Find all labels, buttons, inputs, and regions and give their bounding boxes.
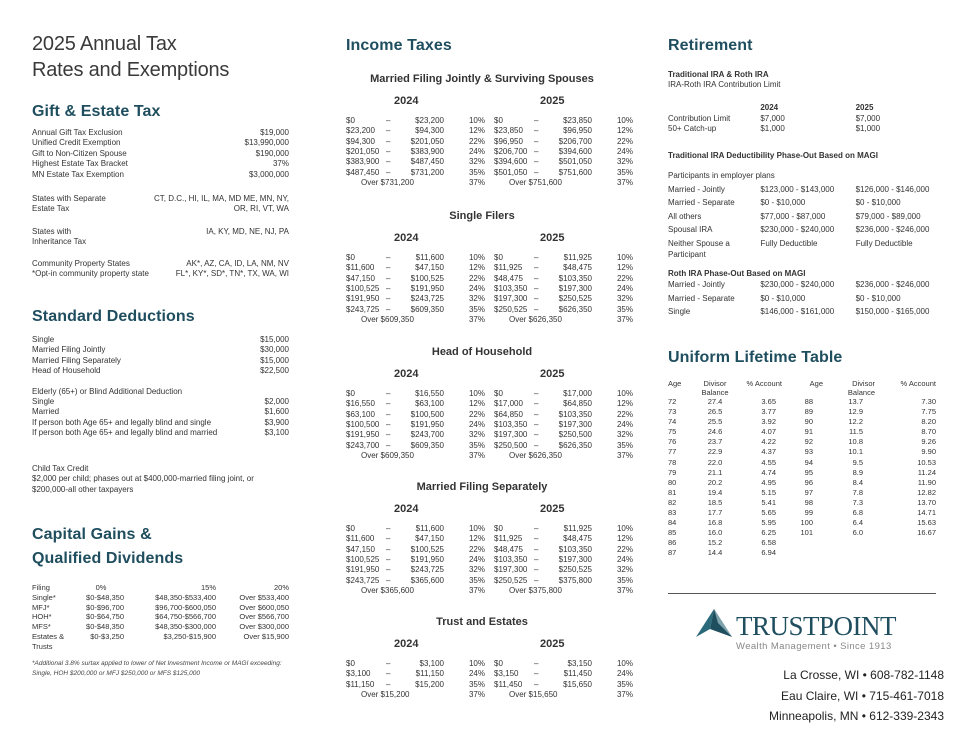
table-row: Married - Jointly $230,000 - $240,000 $236,000 - $246,000	[668, 280, 930, 289]
bracket-row-top: Over $626,350 37%	[509, 315, 633, 325]
trad-ira-subtitle: Participants in employer plans	[668, 171, 775, 180]
brackets-2024	[346, 524, 485, 596]
brackets-2024	[346, 389, 485, 461]
bracket-row: $0 – $3,150 10%	[494, 659, 633, 668]
ira-subtitle: IRA-Roth IRA Contribution Limit	[668, 80, 781, 90]
bracket-row: $48,475 – $103,350 22%	[494, 273, 633, 283]
brand-tagline: Wealth Management • Since 1913	[736, 641, 892, 652]
year-2025-label: 2025	[540, 503, 565, 515]
table-row: 80 20.2 4.95 96 8.4 11.90	[668, 477, 936, 487]
year-2024-label: 2024	[394, 503, 419, 515]
bracket-row: $94,300 – $201,050 22%	[346, 136, 485, 146]
table-row: MFS* $0-$48,350 $48,350-$300,000 Over $300,000	[32, 622, 289, 632]
gift-row: Unified Credit Exemption $13,990,000	[32, 138, 289, 148]
table-row: Single $146,000 - $161,000 $150,000 - $165,000	[668, 307, 930, 317]
bracket-row: $206,700 – $394,600 24%	[494, 147, 633, 157]
table-row: Trusts	[32, 641, 53, 651]
year-2025-label: 2025	[540, 638, 565, 650]
table-row: 82 18.5 5.41 98 7.3 13.70	[668, 497, 936, 507]
table-row: 77 22.9 4.37 93 10.1 9.90	[668, 447, 936, 457]
elderly-row: Single $2,000	[32, 397, 289, 407]
bracket-row: $201,050 – $383,900 24%	[346, 147, 485, 157]
bracket-row: $197,300 – $250,525 32%	[494, 294, 633, 304]
capital-gains-heading: Capital Gains & Qualified Dividends	[32, 526, 184, 567]
gift-row: Highest Estate Tax Bracket 37%	[32, 159, 289, 169]
brackets-2024	[346, 116, 485, 188]
bracket-row-top: Over $626,350 37%	[509, 451, 633, 461]
bracket-row: $487,450 – $731,200 35%	[346, 167, 485, 177]
table-row: 72 27.4 3.65 88 13.7 7.30	[668, 397, 936, 406]
bracket-row-top: Over $375,800 37%	[509, 586, 633, 596]
bracket-row: $191,950 – $243,700 32%	[346, 430, 485, 440]
table-row: HOH* $0-$64,750 $64,750-$566,700 Over $566,700	[32, 612, 289, 622]
inheritance-tax-states: States with Inheritance Tax IA, KY, MD, NE, NJ, PA	[32, 227, 289, 247]
standard-deductions-heading: Standard Deductions	[32, 308, 195, 325]
gift-row: MN Estate Tax Exemption $3,000,000	[32, 169, 289, 179]
table-row: 84 16.8 5.95 100 6.4 15.63	[668, 518, 936, 528]
uniform-lifetime-heading: Uniform Lifetime Table	[668, 349, 843, 366]
bracket-row: $0 – $16,550 10%	[346, 389, 485, 398]
bracket-row: $16,550 – $63,100 12%	[346, 399, 485, 409]
year-2024-label: 2024	[394, 638, 419, 650]
gift-estate-heading: Gift & Estate Tax	[32, 103, 161, 120]
bracket-row: $100,500 – $191,950 24%	[346, 420, 485, 430]
bracket-row: $103,350 – $197,300 24%	[494, 555, 633, 565]
section-title: Trust and Estates	[436, 616, 528, 628]
bracket-row: $100,525 – $191,950 24%	[346, 555, 485, 565]
section-title: Married Filing Separately	[416, 481, 548, 493]
bracket-row: $11,150 – $15,200 35%	[346, 679, 485, 689]
bracket-row: $96,950 – $206,700 22%	[494, 136, 633, 146]
bracket-row: $0 – $11,600 10%	[346, 524, 485, 533]
ira-title: Traditional IRA & Roth IRA	[668, 70, 769, 79]
page-title-line-1: 2025 Annual Tax	[32, 33, 177, 55]
office-contacts	[769, 665, 944, 727]
table-row: Married - Jointly $123,000 - $143,000 $126,000 - $146,000	[668, 184, 930, 194]
table-row: All others $77,000 - $87,000 $79,000 - $89,000	[668, 211, 921, 221]
bracket-row: $23,200 – $94,300 12%	[346, 126, 485, 136]
bracket-row: $0 – $11,925 10%	[494, 253, 633, 262]
bracket-row: $3,100 – $11,150 24%	[346, 669, 485, 679]
table-row: Estates & $0-$3,250 $3,250-$15,900 Over $15,900	[32, 631, 289, 641]
trustpoint-logo	[696, 606, 936, 656]
community-property-states: Community Property States *Opt-in community property state AK*, AZ, CA, ID, LA, NM, NV FL*, KY*, SD*, TN*, TX, WA, WI	[32, 259, 289, 279]
bracket-row: $383,900 – $487,450 32%	[346, 157, 485, 167]
bracket-row-top: Over $15,650 37%	[509, 690, 633, 700]
table-header: Age Divisor Balance % Account Age Divisor Balance % Account	[668, 379, 936, 397]
gift-estate-list	[32, 128, 289, 180]
retirement-heading: Retirement	[668, 37, 753, 54]
brackets-2025	[494, 116, 633, 188]
page-title-line-2: Rates and Exemptions	[32, 59, 230, 81]
bracket-row-top: Over $731,200 37%	[361, 178, 485, 188]
table-row: 79 21.1 4.74 95 8.9 11.24	[668, 467, 936, 477]
bracket-row: $47,150 – $100,525 22%	[346, 544, 485, 554]
page-title	[32, 31, 292, 83]
brackets-2024	[346, 253, 485, 325]
brackets-2025	[494, 389, 633, 461]
bracket-row-top: Over $15,200 37%	[361, 690, 485, 700]
table-header: Filing 0% 15% 20%	[32, 583, 289, 592]
bracket-row: $0 – $3,100 10%	[346, 659, 485, 668]
bracket-row: $191,950 – $243,725 32%	[346, 294, 485, 304]
brand-name: TRUSTPOINT	[736, 611, 897, 641]
bracket-row: $11,925 – $48,475 12%	[494, 534, 633, 544]
bracket-row-top: Over $751,600 37%	[509, 178, 633, 188]
gift-row: Gift to Non-Citizen Spouse $190,000	[32, 148, 289, 158]
standard-deductions-list	[32, 335, 289, 439]
logo-mark-icon	[696, 609, 732, 639]
year-2024-label: 2024	[394, 232, 419, 244]
bracket-row: $11,600 – $47,150 12%	[346, 263, 485, 273]
bracket-row: $0 – $11,925 10%	[494, 524, 633, 533]
table-row: 75 24.6 4.07 91 11.5 8.70	[668, 427, 936, 437]
table-row: 73 26.5 3.77 89 12.9 7.75	[668, 407, 936, 417]
bracket-row: $63,100 – $100,500 22%	[346, 409, 485, 419]
bracket-row-top: Over $609,350 37%	[361, 315, 485, 325]
surtax-note: *Additional 3.8% surtax applied to lower of Net Investment Income or MAGI exceeding: Single, HOH $200,000 or MFJ $250,000 or MFS $125,000	[32, 660, 282, 677]
elderly-row: If person both Age 65+ and legally blind and single $3,900	[32, 417, 289, 427]
table-row: 50+ Catch-up $1,000 $1,000	[668, 124, 881, 134]
table-row: 87 14.4 6.94	[668, 548, 776, 558]
contact-eau-claire: Eau Claire, WI • 715-461-7018	[781, 688, 944, 703]
year-2025-label: 2025	[540, 232, 565, 244]
roth-ira-title: Roth IRA Phase-Out Based on MAGI	[668, 269, 806, 278]
section-title: Single Filers	[449, 210, 515, 222]
ctc-title: Child Tax Credit	[32, 464, 89, 473]
bracket-row: $501,050 – $751,600 35%	[494, 167, 633, 177]
bracket-row: $243,725 – $365,600 35%	[346, 575, 485, 585]
bracket-row: $48,475 – $103,350 22%	[494, 544, 633, 554]
section-title: Head of Household	[431, 346, 533, 358]
table-row: Neither Spouse a Participant Fully Deductible Fully Deductible	[668, 238, 913, 259]
bracket-row: $197,300 – $250,525 32%	[494, 565, 633, 575]
bracket-row-top: Over $365,600 37%	[361, 586, 485, 596]
table-row: 76 23.7 4.22 92 10.8 9.26	[668, 437, 936, 447]
section-title: Married Filing Jointly & Surviving Spouses	[370, 73, 594, 85]
table-row: Contribution Limit $7,000 $7,000	[668, 113, 881, 123]
bracket-row: $250,525 – $375,800 35%	[494, 575, 633, 585]
bracket-row: $11,925 – $48,475 12%	[494, 263, 633, 273]
trad-ira-title: Traditional IRA Deductibility Phase-Out Based on MAGI	[668, 151, 878, 160]
year-2024-label: 2024	[394, 95, 419, 107]
brackets-2025	[494, 659, 633, 700]
bracket-row: $0 – $11,600 10%	[346, 253, 485, 262]
brackets-2025	[494, 253, 633, 325]
bracket-row: $23,850 – $96,950 12%	[494, 126, 633, 136]
table-row: 85 16.0 6.25 101 6.0 16.67	[668, 528, 936, 538]
table-row: Married - Separate $0 - $10,000 $0 - $10,000	[668, 198, 901, 208]
uniform-lifetime-table	[668, 380, 936, 559]
bracket-row: $0 – $23,200 10%	[346, 116, 485, 125]
table-row: Single* $0-$48,350 $48,350-$533,400 Over $533,400	[32, 592, 289, 602]
bracket-row: $103,350 – $197,300 24%	[494, 284, 633, 294]
table-row: 78 22.0 4.55 94 9.5 10.53	[668, 457, 936, 467]
std-row: Head of Household $22,500	[32, 366, 289, 376]
bracket-row: $47,150 – $100,525 22%	[346, 273, 485, 283]
bracket-row: $3,150 – $11,450 24%	[494, 669, 633, 679]
bracket-row: $243,700 – $609,350 35%	[346, 440, 485, 450]
elderly-row: Married $1,600	[32, 407, 289, 417]
bracket-row: $197,300 – $250,500 32%	[494, 430, 633, 440]
year-2025-label: 2025	[540, 95, 565, 107]
contact-minneapolis: Minneapolis, MN • 612-339-2343	[769, 709, 944, 723]
bracket-row-top: Over $609,350 37%	[361, 451, 485, 461]
bracket-row: $0 – $23,850 10%	[494, 116, 633, 125]
bracket-row: $11,450 – $15,650 35%	[494, 679, 633, 689]
bracket-row: $191,950 – $243,725 32%	[346, 565, 485, 575]
table-row: Spousal IRA $230,000 - $240,000 $236,000 - $246,000	[668, 225, 930, 235]
table-row: Married - Separate $0 - $10,000 $0 - $10,000	[668, 293, 901, 303]
bracket-row: $243,725 – $609,350 35%	[346, 304, 485, 314]
ctc-text: $2,000 per child; phases out at $400,000-married filing joint, or $200,000-all other taxpayers	[32, 474, 254, 494]
roth-ira-table	[668, 280, 944, 318]
table-row: 83 17.7 5.65 99 6.8 14.71	[668, 508, 936, 518]
capital-gains-table	[32, 583, 289, 652]
year-2024-label: 2024	[394, 368, 419, 380]
gift-row: Annual Gift Tax Exclusion $19,000	[32, 128, 289, 137]
estate-tax-states: States with Separate Estate Tax CT, D.C., HI, IL, MA, MD ME, MN, NY, OR, RI, VT, WA	[32, 194, 289, 214]
ira-header	[668, 70, 944, 91]
bracket-row: $250,525 – $626,350 35%	[494, 304, 633, 314]
trad-ira-table	[668, 171, 944, 260]
table-row: MFJ* $0-$96,700 $96,700-$600,050 Over $600,050	[32, 602, 289, 612]
bracket-row: $250,500 – $626,350 35%	[494, 440, 633, 450]
brackets-2025	[494, 524, 633, 596]
year-2025-label: 2025	[540, 368, 565, 380]
bracket-row: $17,000 – $64,850 12%	[494, 399, 633, 409]
elderly-title: Elderly (65+) or Blind Additional Deduction	[32, 386, 183, 396]
bracket-row: $100,525 – $191,950 24%	[346, 284, 485, 294]
bracket-row: $103,350 – $197,300 24%	[494, 420, 633, 430]
table-row: 74 25.5 3.92 90 12.2 8.20	[668, 417, 936, 427]
bracket-row: $394,600 – $501,050 32%	[494, 157, 633, 167]
contact-la-crosse: La Crosse, WI • 608-782-1148	[783, 668, 944, 682]
std-row: Single $15,000	[32, 335, 289, 344]
std-row: Married Filing Jointly $30,000	[32, 345, 289, 355]
logo-divider	[668, 593, 936, 594]
elderly-row: If person both Age 65+ and legally blind and married $3,100	[32, 428, 289, 438]
bracket-row: $0 – $17,000 10%	[494, 389, 633, 398]
child-tax-credit	[32, 464, 289, 495]
bracket-row: $11,600 – $47,150 12%	[346, 534, 485, 544]
ira-limits: 2024 2025 Contribution Limit $7,000 $7,000 50+ Catch-up $1,000 $1,000	[668, 103, 944, 135]
brackets-2024	[346, 659, 485, 700]
income-taxes-heading: Income Taxes	[346, 37, 452, 54]
bracket-row: $64,850 – $103,350 22%	[494, 409, 633, 419]
std-row: Married Filing Separately $15,000	[32, 355, 289, 365]
table-row: 81 19.4 5.15 97 7.8 12.82	[668, 487, 936, 497]
table-row: 86 15.2 6.58	[668, 538, 776, 548]
